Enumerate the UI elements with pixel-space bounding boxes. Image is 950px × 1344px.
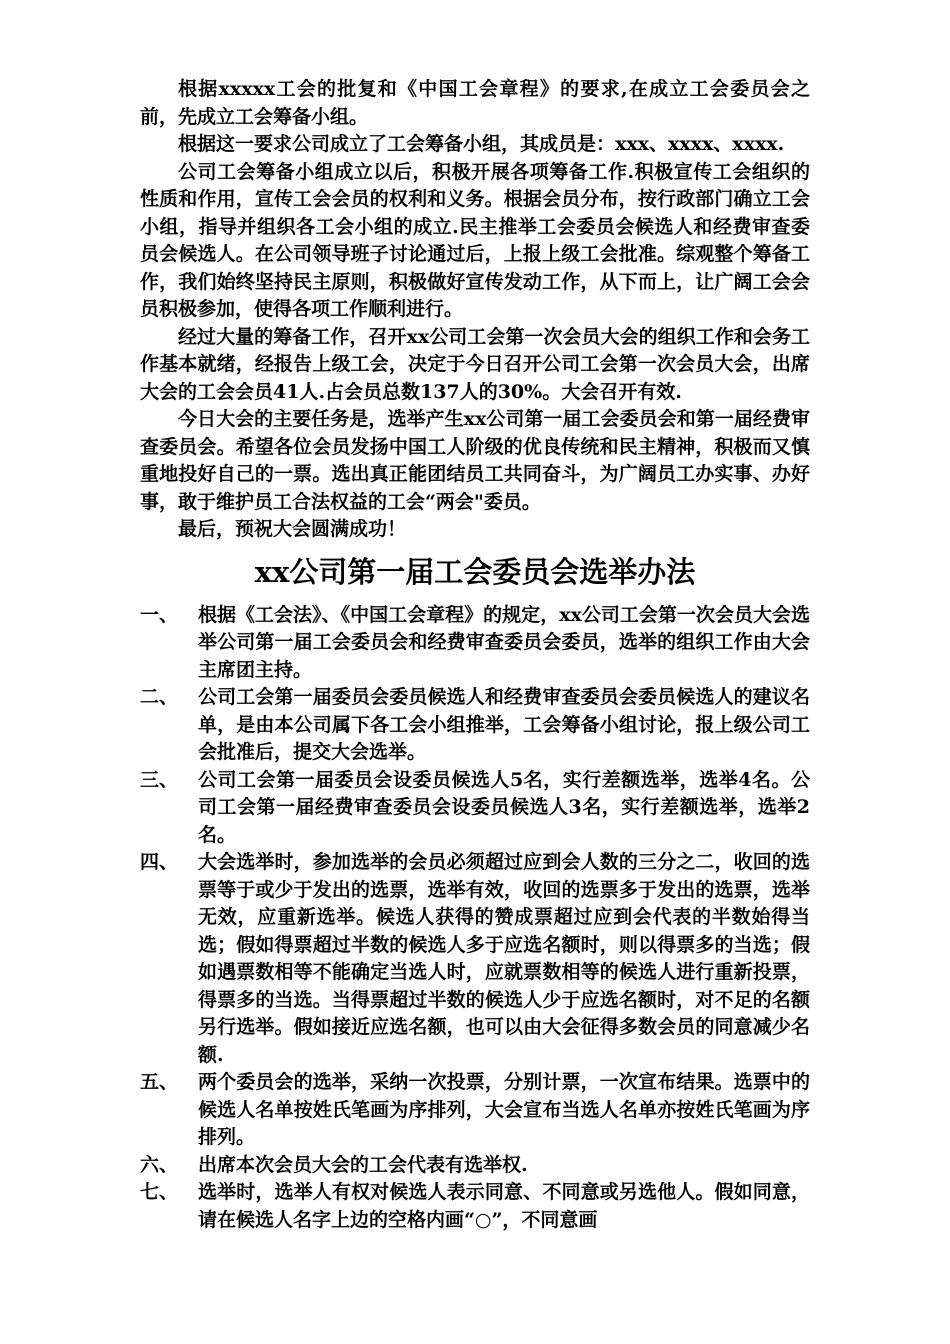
- rule-item: [140, 1179, 810, 1234]
- rule-number: 四、: [140, 851, 179, 873]
- rule-number: 七、: [140, 1181, 179, 1203]
- rule-text: 两个委员会的选举，采纳一次投票，分别计票，一次宣布结果。选票中的候选人名单按姓氏笔画为序排列，大会宣布当选人名单亦按姓氏笔画为序排列。: [198, 1071, 810, 1148]
- rule-number: 六、: [140, 1153, 179, 1176]
- intro-paragraph-6: 最后，预祝大会圆满成功！: [178, 518, 407, 540]
- rule-item: [140, 849, 810, 1069]
- rule-item: [140, 684, 810, 767]
- rule-number: 五、: [140, 1071, 179, 1093]
- intro-paragraph-4: 经过大量的筹备工作，召开xx公司工会第一次会员大会的组织工作和会务工作基本就绪，经报告上级工会，决定于今日召开公司工会第一次会员大会，出席大会的工会会员41人.占会员总数137人的30%。大会召开有效.: [140, 325, 810, 403]
- intro-paragraph-3: 公司工会筹备小组成立以后，积极开展各项筹备工作.积极宣传工会组织的性质和作用，宣传工会会员的权利和义务。根据会员分布，按行政部门确立工会小组，指导并组织各工会小组的成立.民主推举工会委员会候选人和经费审查委员会候选人。在公司领导班子讨论通过后，上报上级工会批准。综观整个筹备工作，我们始终坚持民主原则，积极做好宣传发动工作，从下而上，让广阔工会会员积极参加，使得各项工作顺利进行。: [140, 160, 810, 320]
- intro-paragraph-5: 今日大会的主要任务是，选举产生xx公司第一届工会委员会和第一届经费审查委员会。希望各位会员发扬中国工人阶级的优良传统和民主精神，积极而又慎重地投好自己的一票。选出真正能团结员工共同奋斗，为广阔员工办实事、办好事，敢于维护员工合法权益的工会“两会"委员。: [140, 408, 810, 513]
- rule-text: 公司工会第一届委员会设委员候选人5名，实行差额选举，选举4名。公司工会第一届经费审查委员会设委员候选人3名，实行差额选举，选举2名。: [198, 768, 810, 846]
- intro-paragraph-1: 根据xxxxx工会的批复和《中国工会章程》的要求,在成立工会委员会之前，先成立工会筹备小组。: [140, 78, 810, 128]
- rules-list: [140, 602, 810, 1235]
- rule-number: 二、: [140, 686, 179, 708]
- rule-number: 一、: [140, 603, 179, 626]
- rule-item: [140, 1152, 810, 1180]
- rule-number: 三、: [140, 768, 179, 791]
- rule-text: 公司工会第一届委员会委员候选人和经费审查委员会委员候选人的建议名单，是由本公司属下各工会小组推举，工会筹备小组讨论，报上级公司工会批准后，提交大会选举。: [198, 686, 810, 763]
- rule-text: 大会选举时，参加选举的会员必须超过应到会人数的三分之二，收回的选票等于或少于发出的选票，选举有效，收回的选票多于发出的选票，选举无效，应重新选举。候选人获得的赞成票超过应到会代表的半数始得当选；假如得票超过半数的候选人多于应选名额时，则以得票多的当选；假如遇票数相等不能确定当选人时，应就票数相等的候选人进行重新投票，得票多的当选。当得票超过半数的候选人少于应选名额时，对不足的名额另行选举。假如接近应选名额，也可以由大会征得多数会员的同意减少名额.: [198, 851, 810, 1066]
- rules-title: xx公司第一届工会委员会选举办法: [254, 554, 696, 589]
- intro-paragraph-2: 根据这一要求公司成立了工会筹备小组，其成员是：xxx、xxxx、xxxx.: [178, 133, 785, 155]
- rule-item: [140, 1069, 810, 1152]
- rule-text: 根据《工会法》、《中国工会章程》的规定，xx公司工会第一次会员大会选举公司第一届工会委员会和经费审查委员会委员，选举的组织工作由大会主席团主持。: [198, 603, 810, 681]
- intro-section: [140, 76, 810, 544]
- rule-text: 选举时，选举人有权对候选人表示同意、不同意或另选他人。假如同意，请在候选人名字上边的空格内画“○”，不同意画: [198, 1181, 810, 1231]
- rule-item: [140, 767, 810, 850]
- rule-text: 出席本次会员大会的工会代表有选举权.: [198, 1153, 528, 1176]
- rule-item: [140, 602, 810, 685]
